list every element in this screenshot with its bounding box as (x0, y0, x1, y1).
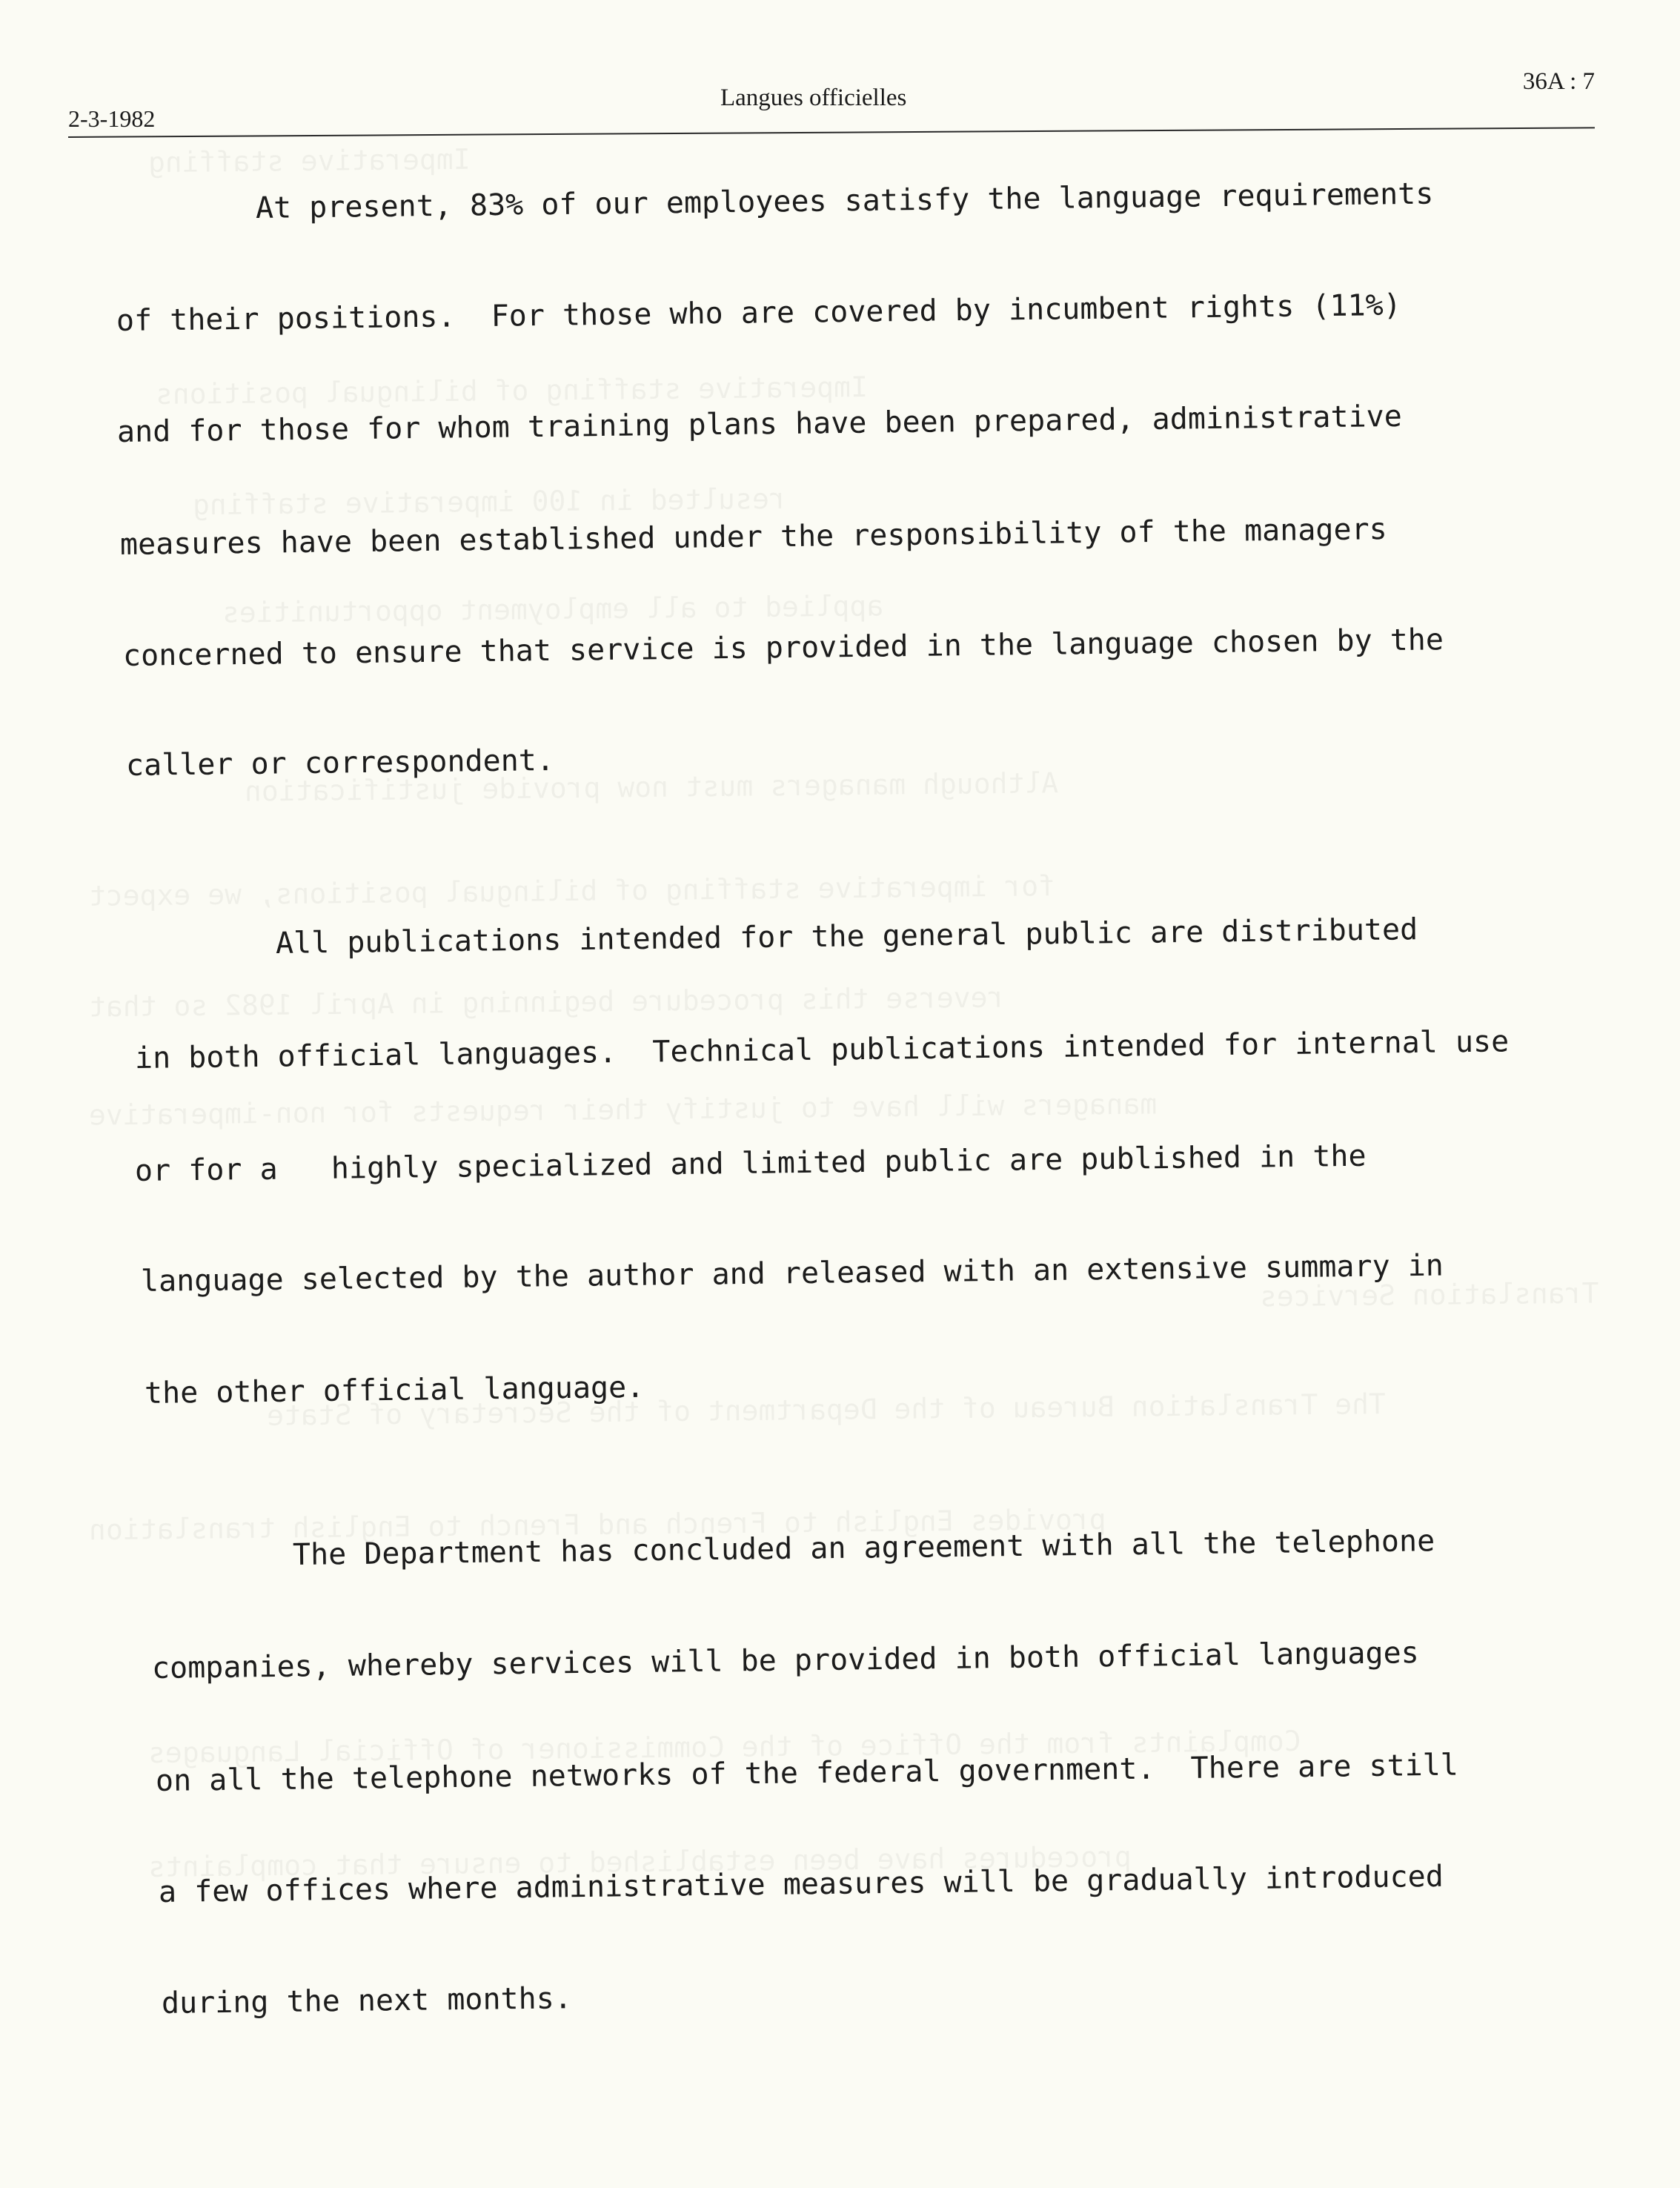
text-line: of their positions. For those who are covered by incumbent rights (11%) (116, 288, 1402, 338)
text-line: concerned to ensure that service is provided in the language chosen by the (122, 623, 1444, 673)
text-line: companies, whereby services will be provided in both official languages (151, 1636, 1419, 1685)
text-line: on all the telephone networks of the federal government. There are still (155, 1748, 1459, 1798)
header-title: Langues officielles (720, 84, 907, 111)
text-line: All publications intended for the general public are distributed (275, 912, 1418, 961)
text-line: measures have been established under the responsibility of the managers (119, 512, 1387, 562)
text-line: language selected by the author and released with an extensive summary in (140, 1248, 1444, 1299)
header-date: 2-3-1982 (68, 105, 156, 132)
text-line: the other official language. (144, 1370, 645, 1410)
text-line: a few offices where administrative measures will be gradually introduced (158, 1859, 1444, 1909)
text-line: during the next months. (161, 1981, 573, 2020)
text-line: in both official languages. Technical publications intended for internal use (134, 1024, 1510, 1075)
text-line: or for a highly specialized and limited public are published in the (134, 1138, 1367, 1188)
text-line: The Department has concluded an agreement with all the telephone (292, 1524, 1435, 1572)
text-line: caller or correspondent. (125, 743, 555, 783)
text-line: and for those for whom training plans have been prepared, administrative (116, 399, 1403, 449)
header-page-number: 36A : 7 (1522, 68, 1595, 95)
text-line: At present, 83% of our employees satisfy the language requirements (255, 176, 1434, 225)
